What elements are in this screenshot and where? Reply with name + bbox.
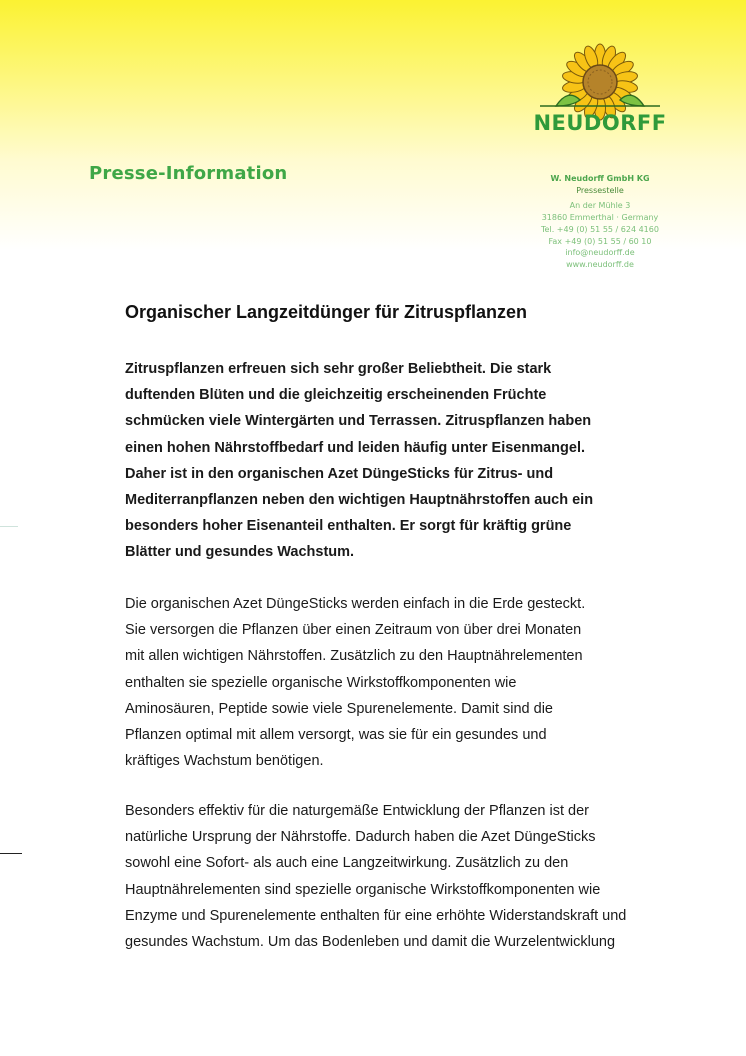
text-line: Die organischen Azet DüngeSticks werden einfach in die Erde gesteckt. [125, 596, 586, 612]
text-line: Blätter und gesundes Wachstum. [125, 544, 355, 561]
text-line: Sie versorgen die Pflanzen über einen Zeitraum von über drei Monaten [125, 622, 582, 639]
fold-mark [0, 526, 18, 527]
contact-block [520, 173, 680, 271]
text-line: Mediterranpflanzen neben den wichtigen Hauptnährstoffen auch ein [125, 492, 594, 509]
page-title: Presse-Information [89, 163, 288, 184]
email-link[interactable]: info@neudorff.de [565, 248, 635, 258]
text-line: Daher ist in den organischen Azet DüngeSticks für Zitrus- und [125, 465, 554, 482]
address-city: 31860 Emmerthal · Germany [541, 213, 659, 223]
text-line: Enzyme und Spurenelemente enthalten für eine erhöhte Widerstandskraft und [125, 907, 627, 924]
text-line: besonders hoher Eisenanteil enthalten. Er sorgt für kräftig grüne [125, 518, 572, 535]
text-line: schmücken viele Wintergärten und Terrassen. Zitruspflanzen haben [125, 413, 592, 430]
text-line: mit allen wichtigen Nährstoffen. Zusätzlich zu den Hauptnährelementen [125, 648, 583, 665]
department: Pressestelle [576, 185, 624, 195]
text-line: einen hohen Nährstoffbedarf und leiden häufig unter Eisenmangel. [125, 439, 586, 456]
text-line: Besonders effektiv für die naturgemäße Entwicklung der Pflanzen ist der [125, 803, 589, 819]
company-name: W. Neudorff GmbH KG [550, 174, 650, 183]
text-line: Aminosäuren, Peptide sowie viele Spurenelemente. Damit sind die [125, 700, 553, 717]
fax-number: Fax +49 (0) 51 55 / 60 10 [548, 236, 652, 246]
brand-wordmark: NEUDORFF [533, 111, 667, 135]
website-link[interactable]: www.neudorff.de [566, 259, 634, 269]
text-line: Hauptnährelementen sind spezielle organische Wirkstoffkomponenten wie [125, 881, 601, 898]
article-headline: Organischer Langzeitdünger für Zitruspflanzen [125, 302, 528, 322]
text-line: sowohl eine Sofort- als auch eine Langzeitwirkung. Zusätzlich zu den [125, 855, 569, 872]
phone-number: Tel. +49 (0) 51 55 / 624 4160 [541, 224, 659, 234]
text-line: natürliche Ursprung der Nährstoffe. Dadurch haben die Azet DüngeSticks [125, 829, 596, 846]
lead-paragraph [125, 356, 645, 566]
body-paragraph-2 [125, 591, 645, 774]
text-line: Zitruspflanzen erfreuen sich sehr großer Beliebtheit. Die stark [125, 361, 552, 377]
body-paragraph-3 [125, 798, 645, 955]
address-street: An der Mühle 3 [569, 201, 631, 211]
text-line: Pflanzen optimal mit allem versorgt, was sie für ein gesundes und [125, 727, 547, 744]
text-line: kräftiges Wachstum benötigen. [125, 753, 324, 770]
punch-mark [0, 853, 22, 854]
text-line: gesundes Wachstum. Um das Bodenleben und damit die Wurzelentwicklung [125, 934, 616, 951]
text-line: enthalten sie spezielle organische Wirkstoffkomponenten wie [125, 674, 517, 691]
text-line: duftenden Blüten und die gleichzeitig erscheinenden Früchte [125, 387, 547, 404]
